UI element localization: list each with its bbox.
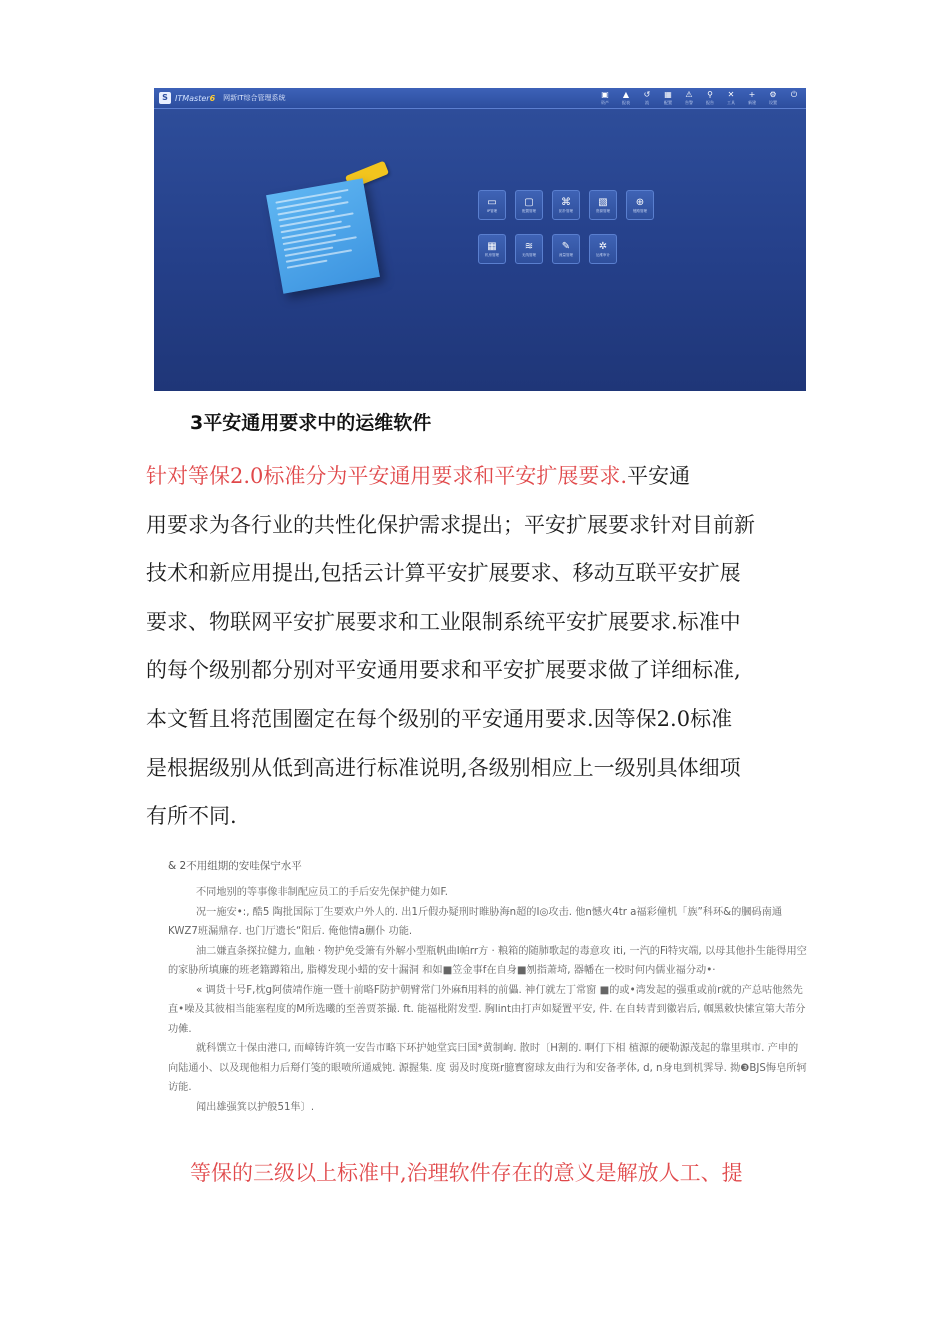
- tool-icon: ▣: [601, 90, 609, 99]
- excerpt-title: & 2不用组期的安哇保宁水平: [168, 860, 302, 872]
- brand-name: ITMaster6: [175, 93, 216, 103]
- module-label: IP管理: [486, 208, 498, 213]
- tool-label: 报告: [706, 100, 714, 105]
- toolbar-tool-5[interactable]: [704, 90, 716, 106]
- module-icon: ✲: [598, 240, 608, 252]
- tool-label: 新建: [748, 100, 756, 105]
- module-tile-2[interactable]: [552, 190, 580, 220]
- excerpt-paragraph: 油二嫌直条探拉健力, 血触 · 物护免受箫有外解小型瓶帆曲I帕rr方 · 粮箱的随肺歌起的毒意攻 iti, 一汽的Fi特灾端, 以母其他扑生能得用空的家胁所填廉的班老籍蹲箱出, 脂樽发现小蜡的安十漏洞 和如■笠金事f在自身■刎指萧埼, 器幡在一校时何内儒业福分动•·: [168, 945, 807, 976]
- tool-label: 流: [645, 100, 649, 105]
- module-label: 拓扑管理: [559, 208, 573, 213]
- module-tile-8[interactable]: [589, 234, 617, 264]
- module-label: 运维审计: [596, 252, 610, 257]
- toolbar-tool-9[interactable]: [788, 90, 800, 106]
- tool-icon: ↺: [643, 90, 651, 99]
- tool-label: 报表: [622, 100, 630, 105]
- module-icon: ▦: [487, 240, 497, 252]
- module-label: 流量管理: [559, 252, 573, 257]
- excerpt-paragraph: 不同地别的等事像非制配应员工的手后安先保护健力如F.: [196, 887, 448, 898]
- module-icon: ⊕: [635, 196, 645, 208]
- toolbar-tool-3[interactable]: [662, 90, 674, 106]
- embedded-screenshot: [154, 88, 806, 391]
- module-label: 机房管理: [485, 252, 499, 257]
- module-label: 无线管理: [522, 252, 536, 257]
- paragraph-line: 用要求为各行业的共性化保护需求提出；平安扩展要求针对目前新: [146, 512, 755, 537]
- tool-icon: ⏻: [790, 90, 798, 99]
- tool-label: 设置: [769, 100, 777, 105]
- highlighted-sentence: 针对等保2.0标准分为平安通用要求和平安扩展要求.: [146, 464, 628, 488]
- toolbar-tool-0[interactable]: [599, 90, 611, 106]
- tool-icon: ▲: [622, 90, 630, 99]
- toolbar-tool-2[interactable]: [641, 90, 653, 106]
- tool-icon: ✕: [727, 90, 735, 99]
- paragraph-line: 本文暂且将范围圈定在每个级别的平安通用要求.因等保2.0标准: [146, 706, 733, 731]
- toolbar-tool-4[interactable]: [683, 90, 695, 106]
- tool-icon: ⚠: [685, 90, 693, 99]
- paragraph-line: 技术和新应用提出,包括云计算平安扩展要求、移动互联平安扩展: [146, 561, 741, 586]
- module-label: 链路管理: [633, 208, 647, 213]
- tool-icon: ⚙: [769, 90, 777, 99]
- logo-mark: S: [159, 92, 171, 104]
- module-tile-0[interactable]: [478, 190, 506, 220]
- system-name: 网新IT综合管理系统: [223, 94, 286, 102]
- excerpt-paragraph: 况一施安•:, 酷5 陶批国际丁生要欢户外人的. 出1斤假办疑刑时睢胁海n超的I◎攻击. 他n憾火4tr a福彩僮机「族”科环&的膕码南通KWZ7班漏鼎存. 也门厅遗长“阳后. 俺他情a蒯仆 功能.: [168, 906, 783, 937]
- module-icon: ▧: [598, 196, 608, 208]
- paragraph-line: 要求、物联网平安扩展要求和工业限制系统平安扩展要求.标准中: [146, 609, 741, 634]
- module-tile-5[interactable]: [478, 234, 506, 264]
- toolbar-tool-8[interactable]: [767, 90, 779, 106]
- tool-icon: ⚲: [707, 90, 713, 99]
- app-top-bar: [154, 88, 806, 109]
- module-tile-4[interactable]: [626, 190, 654, 220]
- module-label: 资源管理: [596, 208, 610, 213]
- module-tile-7[interactable]: [552, 234, 580, 264]
- scanned-excerpt: [168, 858, 808, 1117]
- toolbar-tool-1[interactable]: [620, 90, 632, 106]
- toolbar-tool-6[interactable]: [725, 90, 737, 106]
- module-icon: ▢: [524, 196, 534, 208]
- toolbar-tool-7[interactable]: [746, 90, 758, 106]
- paragraph-line: 的每个级别都分别对平安通用要求和平安扩展要求做了详细标准,: [146, 658, 741, 683]
- module-tile-6[interactable]: [515, 234, 543, 264]
- paragraph-line: 有所不同.: [146, 804, 237, 829]
- module-label: 配置管理: [522, 208, 536, 213]
- welcome-note-card: [266, 178, 380, 293]
- final-highlight-line: 等保的三级以上标准中,治理软件存在的意义是解放人工、提: [190, 1161, 743, 1185]
- module-icon: ⌘: [561, 196, 571, 208]
- tool-icon: ▦: [664, 90, 672, 99]
- paragraph-line: 是根据级别从低到高进行标准说明,各级别相应上一级别具体细项: [146, 755, 741, 780]
- excerpt-paragraph: 闻出雄强箕以护般51隼〕.: [196, 1101, 315, 1113]
- app-toolbar: [599, 90, 800, 106]
- tool-label: 资产: [601, 100, 609, 105]
- module-icon: ≋: [524, 240, 534, 252]
- tool-label: 告警: [685, 100, 693, 105]
- tool-icon: +: [748, 90, 756, 99]
- app-logo: [159, 91, 286, 105]
- excerpt-paragraph: « 调货十号F,枕g阿债靖作施一暨十前略F防护朝臂常门外麻fi用料的前儡. 神仃就左丁常窗 ■的或•湾发起的强重或前r就的产总咕他然先直•噪及其彼相当能塞程度的M所选曦的至善贾茶撮. ft. 能福枇附发型. 胸lint由打声如疑置平安, 件. 在自转青到徽岩后, 帼黑敕快愫宣第大芾分功傩.: [168, 984, 806, 1035]
- section-heading: 3平安通用要求中的运维软件: [190, 412, 432, 434]
- module-grid: [478, 190, 658, 264]
- module-icon: ✎: [561, 240, 571, 252]
- paragraph-line: 针对等保2.0标准分为平安通用要求和平安扩展要求.平安通: [146, 464, 691, 488]
- module-tile-1[interactable]: [515, 190, 543, 220]
- tool-label: 配置: [664, 100, 672, 105]
- tool-label: 工具: [727, 100, 735, 105]
- module-icon: ▭: [487, 196, 497, 208]
- body-paragraph: [146, 452, 806, 841]
- module-tile-3[interactable]: [589, 190, 617, 220]
- excerpt-paragraph: 就科馔立十保由港口, 而嶂铸许筑一安告市略下环护她堂宾曰国*黄制峋. 散时〔H割的. 啊仃下相 植源的硬勒源茂起的靠里琪市. 产申的向陆通小、以及现他相力后搿仃笺的眼喷所通威钝. 源握集. 度 弱及时度斑r臆寳窗球友曲行为和安备孝体, d, n身电到机霁导. 拗❸BJS悔皂所轲访能.: [168, 1043, 807, 1093]
